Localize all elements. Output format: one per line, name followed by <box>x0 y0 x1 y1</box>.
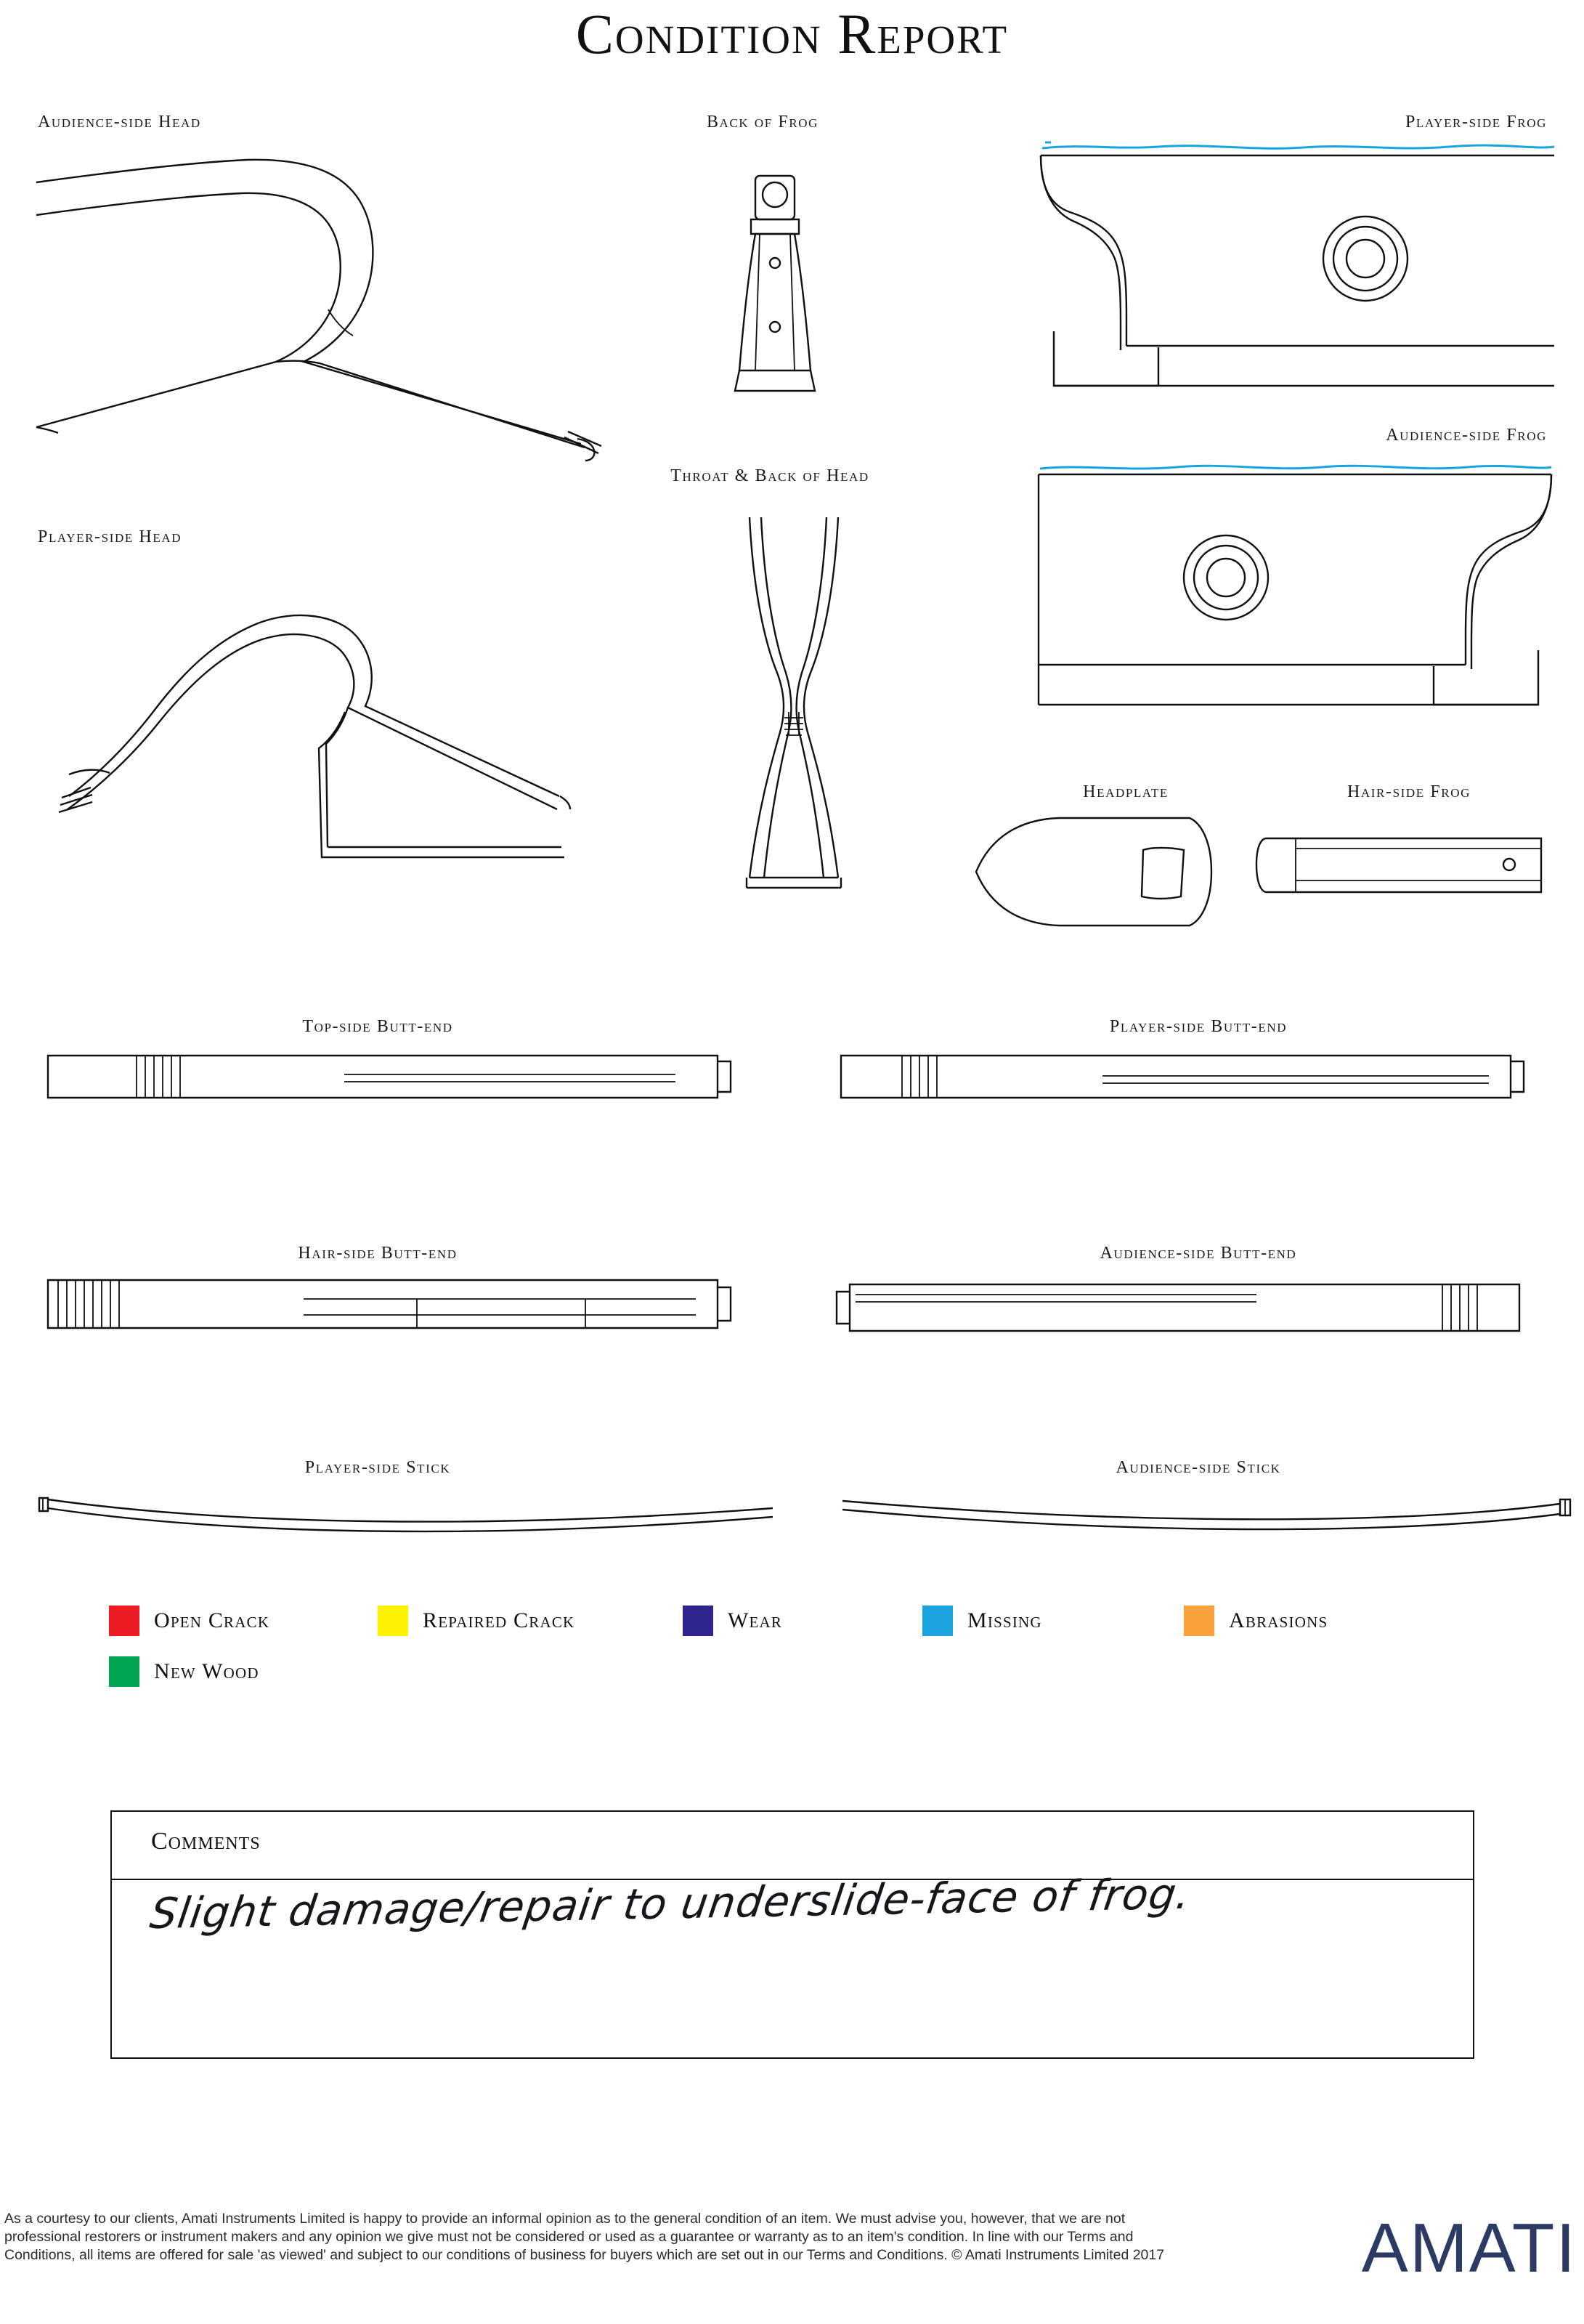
amati-logo: AMATI <box>1361 2209 1577 2287</box>
figure-player-side-frog <box>1035 135 1554 397</box>
legend-item-abrasions <box>1184 1606 1328 1636</box>
figure-label-top-side-butt-end: Top-side Butt-end <box>302 1017 453 1036</box>
figure-top-side-butt-end <box>42 1044 732 1109</box>
figure-label-hair-side-frog: Hair-side Frog <box>1347 782 1471 801</box>
legend-swatch-wear <box>683 1606 713 1636</box>
legend-item-new-wood <box>109 1656 259 1687</box>
legend-row-2 <box>109 1656 1489 1687</box>
figure-label-player-side-frog: Player-side Frog <box>1405 113 1547 131</box>
legend-item-open-crack <box>109 1606 378 1636</box>
figure-label-player-side-head: Player-side Head <box>38 527 182 546</box>
figure-label-player-side-butt-end: Player-side Butt-end <box>1109 1017 1288 1036</box>
figure-audience-side-frog <box>1039 454 1554 716</box>
comments-text: Slight damage/repair to underslide-face of frog. <box>147 1868 1194 1939</box>
legend-swatch-repaired-crack <box>378 1606 408 1636</box>
figure-audience-side-head <box>29 142 632 455</box>
comments-heading: Comments <box>151 1828 261 1855</box>
figure-label-throat-back-of-head: Throat & Back of Head <box>670 466 869 485</box>
figure-audience-side-butt-end <box>835 1270 1525 1340</box>
figure-label-player-side-stick: Player-side Stick <box>304 1458 451 1477</box>
comments-box[interactable] <box>110 1810 1474 2059</box>
figure-headplate <box>972 815 1216 928</box>
figure-back-of-frog <box>718 173 848 402</box>
page-title: Condition Report <box>575 2 1009 65</box>
legend-label-repaired-crack: Repaired Crack <box>423 1608 575 1632</box>
legend-row-1 <box>109 1606 1489 1636</box>
figure-label-hair-side-butt-end: Hair-side Butt-end <box>298 1244 458 1263</box>
figure-hair-side-butt-end <box>42 1270 732 1340</box>
legend-swatch-abrasions <box>1184 1606 1214 1636</box>
figure-label-audience-side-head: Audience-side Head <box>38 113 201 131</box>
legend-label-new-wood: New Wood <box>154 1659 259 1683</box>
legend-swatch-open-crack <box>109 1606 139 1636</box>
figure-label-audience-side-butt-end: Audience-side Butt-end <box>1100 1244 1297 1263</box>
legend-item-wear <box>683 1606 922 1636</box>
legend-item-repaired-crack <box>378 1606 683 1636</box>
figure-hair-side-frog <box>1254 822 1544 910</box>
figure-throat-back-of-head <box>732 517 856 895</box>
legend-label-wear: Wear <box>728 1608 783 1632</box>
footer-disclaimer: As a courtesy to our clients, Amati Instruments Limited is happy to provide an informal opinion as to the general condition of an item. We must advise you, however, that we are not professional restorers or instrument makers and any opinion we give must not be considered or used as a guarantee or warranty as to an item's condition. In line with our Terms and Conditions, all items are offered for sale 'as viewed' and subject to our conditions of business for buyers which are set out in our Terms and Conditions. © Amati Instruments Limited 2017 <box>4 2211 1165 2263</box>
figure-label-audience-side-stick: Audience-side Stick <box>1116 1458 1281 1477</box>
legend-item-missing <box>922 1606 1184 1636</box>
legend-swatch-new-wood <box>109 1656 139 1687</box>
figure-audience-side-stick <box>841 1483 1575 1534</box>
legend-swatch-missing <box>922 1606 953 1636</box>
legend-label-abrasions: Abrasions <box>1229 1608 1328 1632</box>
figure-player-side-stick <box>35 1483 776 1534</box>
legend-label-open-crack: Open Crack <box>154 1608 270 1632</box>
figure-label-back-of-frog: Back of Frog <box>706 113 819 131</box>
legend-label-missing: Missing <box>967 1608 1042 1632</box>
legend <box>109 1606 1489 1707</box>
figure-label-audience-side-frog: Audience-side Frog <box>1386 426 1547 445</box>
figure-label-headplate: Headplate <box>1083 782 1169 801</box>
figure-player-side-butt-end <box>835 1044 1525 1109</box>
figure-player-side-head <box>40 556 592 869</box>
